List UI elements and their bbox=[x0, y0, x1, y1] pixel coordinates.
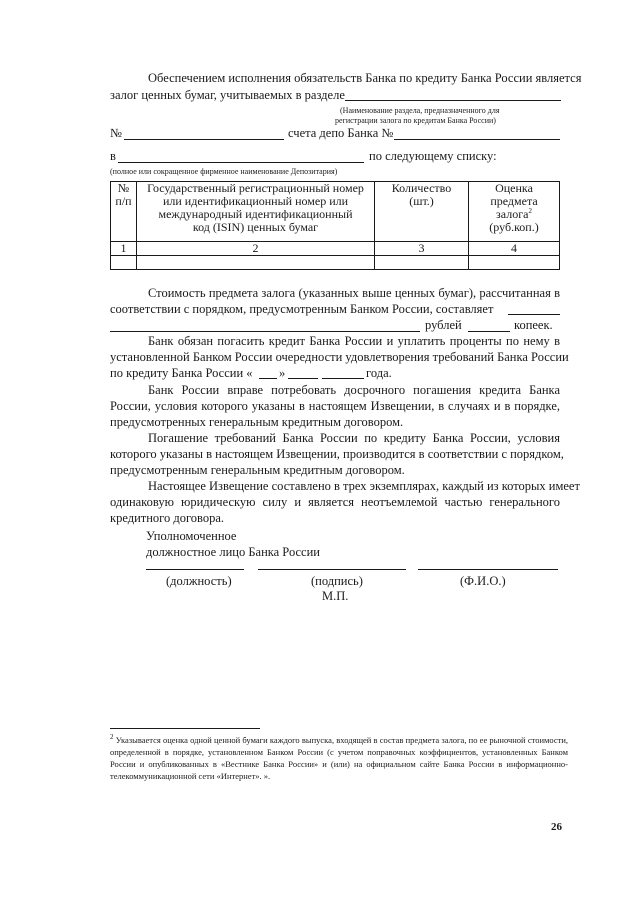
repay-line-2: которого указаны в настоящем Извещении, производится в соответствии с порядком, bbox=[110, 447, 564, 461]
table-cell-empty[interactable] bbox=[111, 256, 137, 270]
position-field[interactable] bbox=[146, 569, 244, 570]
footnote-ref: 2 bbox=[528, 207, 532, 215]
cost-rub-label: рублей bbox=[425, 318, 462, 332]
copies-line-1: Настоящее Извещение составлено в трех экземплярах, каждый из которых имеет bbox=[148, 479, 580, 493]
table-cell: 4 bbox=[469, 242, 560, 256]
table-row-empty bbox=[111, 256, 560, 270]
table-row-numbers bbox=[111, 242, 560, 256]
page-number: 26 bbox=[551, 821, 562, 833]
cost-amount-field[interactable] bbox=[508, 314, 560, 315]
cost-line-1: Стоимость предмета залога (указанных выше ценных бумаг), рассчитанная в bbox=[148, 286, 560, 300]
oblig-line-3b: » bbox=[279, 366, 286, 380]
repay-line-3: предусмотренным генеральным кредитным договором. bbox=[110, 463, 405, 477]
oblig-line-3a: по кредиту Банка России « bbox=[110, 366, 253, 380]
account-number-field[interactable] bbox=[124, 139, 284, 140]
table-cell-empty[interactable] bbox=[137, 256, 375, 270]
depo-label: счета депо Банка № bbox=[288, 126, 394, 140]
repay-day-field[interactable] bbox=[259, 378, 277, 379]
section-note-2: регистрации залога по кредитам Банка России) bbox=[335, 116, 496, 125]
copies-line-2: одинаковую юридическую силу и является неотъемлемой частью генерального bbox=[110, 495, 560, 509]
depository-note: (полное или сокращенное фирменное наименование Депозитария) bbox=[110, 167, 338, 176]
number-sign: № bbox=[110, 126, 122, 140]
intro-line-2: залог ценных бумаг, учитываемых в разделе bbox=[110, 88, 345, 102]
table-cell-empty[interactable] bbox=[469, 256, 560, 270]
table-cell: 2 bbox=[137, 242, 375, 256]
depository-field[interactable] bbox=[118, 162, 364, 163]
cost-rubles-field[interactable] bbox=[110, 331, 420, 332]
stamp-place: М.П. bbox=[322, 589, 349, 603]
repay-line-1: Погашение требований Банка России по кредиту Банка России, условия bbox=[148, 431, 560, 445]
footnote-marker: 2 bbox=[110, 733, 114, 742]
header-col-number: № п/п bbox=[111, 182, 137, 242]
header-col-quantity: Количество (шт.) bbox=[375, 182, 469, 242]
copies-line-3: кредитного договора. bbox=[110, 511, 225, 525]
repay-month-field[interactable] bbox=[288, 378, 318, 379]
prep-v: в bbox=[110, 149, 116, 163]
fio-field[interactable] bbox=[418, 569, 558, 570]
table-header-row bbox=[111, 182, 560, 242]
oblig-line-1: Банк обязан погасить кредит Банка России и уплатить проценты по нему в bbox=[148, 334, 560, 348]
header-col-isin: Государственный регистрационный номер или идентификационный номер или международный идентификационный код (ISIN) ценных бумаг bbox=[137, 182, 375, 242]
position-caption: (должность) bbox=[166, 574, 232, 588]
table-cell: 1 bbox=[111, 242, 137, 256]
table-cell-empty[interactable] bbox=[375, 256, 469, 270]
intro-line-1: Обеспечением исполнения обязательств Банка по кредиту Банка России является bbox=[148, 71, 582, 85]
cost-kop-label: копеек. bbox=[514, 318, 553, 332]
header-col-valuation: Оценка предмета залога$^2$ (руб.коп.) bbox=[469, 182, 560, 242]
securities-table bbox=[110, 181, 560, 270]
early-line-3: предусмотренных генеральным кредитным договором. bbox=[110, 415, 404, 429]
oblig-line-2: установленной Банком России очередности удовлетворения требований Банка России bbox=[110, 350, 569, 364]
oblig-line-3c: года. bbox=[366, 366, 392, 380]
depo-number-field[interactable] bbox=[394, 139, 560, 140]
signatory-line-1: Уполномоченное bbox=[146, 529, 237, 543]
footnote bbox=[110, 734, 568, 782]
fio-caption: (Ф.И.О.) bbox=[460, 574, 506, 588]
list-label: по следующему списку: bbox=[369, 149, 497, 163]
signature-caption: (подпись) bbox=[311, 574, 363, 588]
repay-year-field[interactable] bbox=[322, 378, 364, 379]
early-line-1: Банк России вправе потребовать досрочного погашения кредита Банка bbox=[148, 383, 560, 397]
section-name-field[interactable] bbox=[345, 100, 561, 101]
table-cell: 3 bbox=[375, 242, 469, 256]
section-note-1: (Наименование раздела, предназначенного для bbox=[340, 106, 500, 115]
footnote-divider bbox=[110, 728, 260, 729]
signature-field[interactable] bbox=[258, 569, 406, 570]
signatory-line-2: должностное лицо Банка России bbox=[146, 545, 320, 559]
early-line-2: России, условия которого указаны в настоящем Извещении, в случаях и в порядке, bbox=[110, 399, 560, 413]
cost-line-2: соответствии с порядком, предусмотренным Банком России, составляет bbox=[110, 302, 494, 316]
footnote-text: Указывается оценка одной ценной бумаги каждого выпуска, входящей в состав предмета залога, по ее рыночной стоимости, определенной в порядке, установленном Банком России (с учетом поправочных коэффициентов, установленных Банком России и опубликованных в «Вестнике Банка России» и (или) на официальном сайте Банка России в информационно-телекоммуникационной сети «Интернет». ». bbox=[110, 735, 568, 781]
cost-kopeks-field[interactable] bbox=[468, 331, 510, 332]
